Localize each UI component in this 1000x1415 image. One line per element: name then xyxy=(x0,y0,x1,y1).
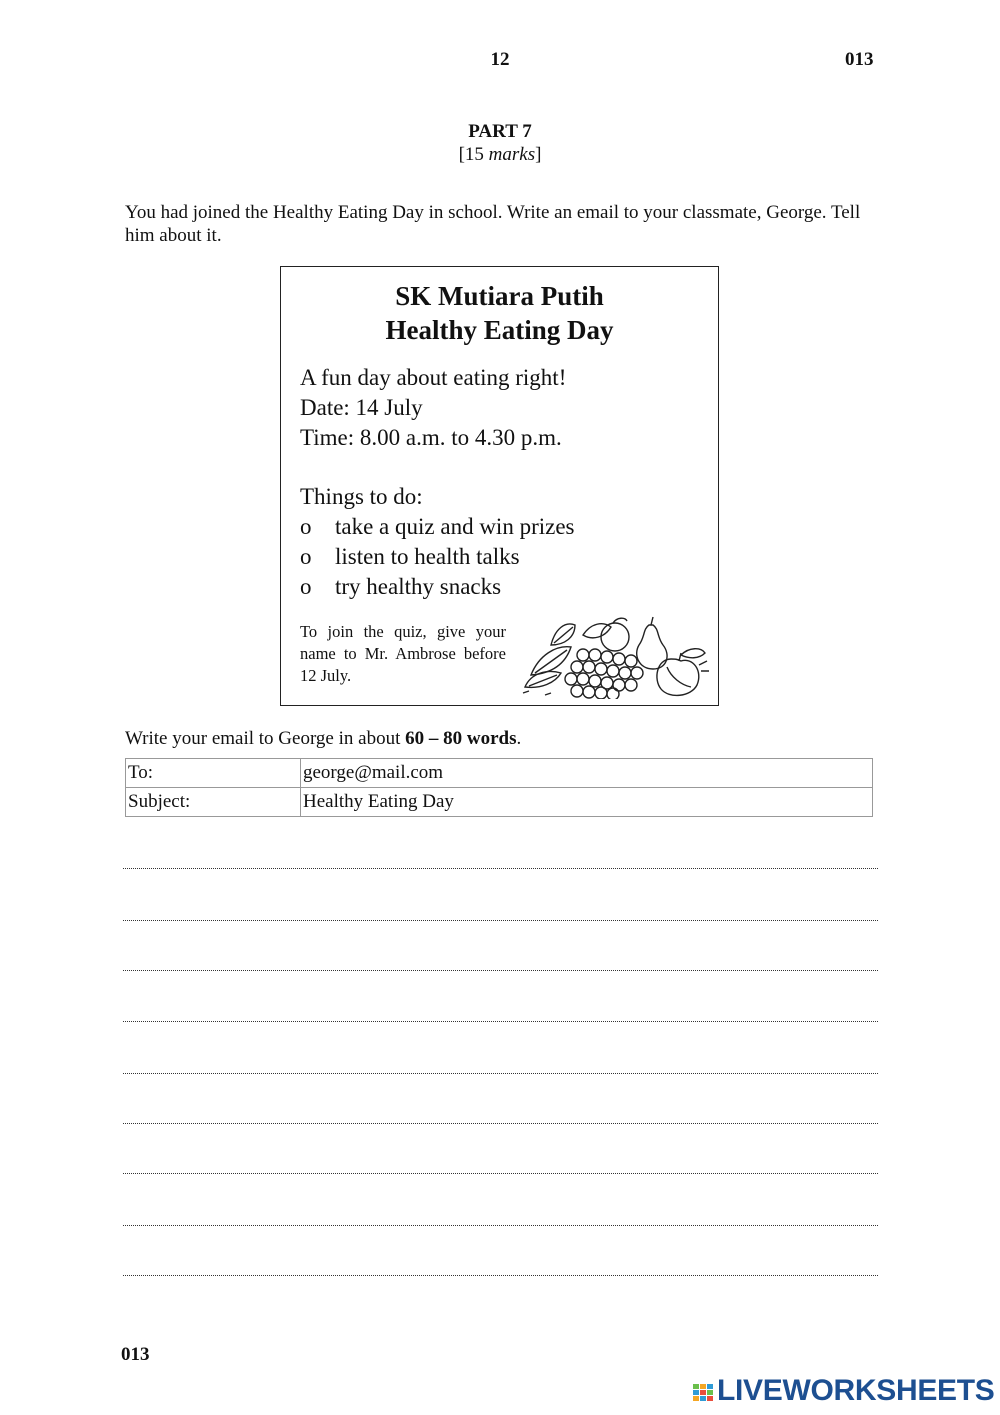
poster-tagline: A fun day about eating right! xyxy=(300,365,567,390)
answer-line[interactable] xyxy=(123,1275,878,1276)
bullet-icon: o xyxy=(300,574,312,599)
page-number: 12 xyxy=(490,49,510,70)
answer-line[interactable] xyxy=(123,1173,878,1174)
to-value: george@mail.com xyxy=(301,759,873,788)
table-row xyxy=(126,759,873,788)
task-instruction xyxy=(125,728,521,750)
brand-name: LIVEWORKSHEETS xyxy=(717,1374,995,1407)
marks-word: marks xyxy=(488,144,536,165)
activity-item: try healthy snacks xyxy=(335,574,502,599)
paper-code-top: 013 xyxy=(845,49,874,70)
bullet-icon: o xyxy=(300,544,312,569)
brand-logo[interactable] xyxy=(693,1374,995,1408)
marks-close: ] xyxy=(535,144,542,165)
part-marks xyxy=(0,144,1000,166)
poster-event-name: Healthy Eating Day xyxy=(385,315,614,345)
poster-things-heading: Things to do: xyxy=(300,484,423,509)
fruit-basket-icon xyxy=(521,615,711,699)
answer-line[interactable] xyxy=(123,970,878,971)
subject-value: Healthy Eating Day xyxy=(301,788,873,817)
email-header-table xyxy=(125,758,873,817)
paper-code-bottom: 013 xyxy=(121,1344,150,1365)
task-suffix: . xyxy=(516,728,522,749)
activity-item: listen to health talks xyxy=(335,544,520,569)
liveworksheets-logo-icon xyxy=(693,1376,715,1406)
answer-line[interactable] xyxy=(123,1123,878,1124)
part-title: PART 7 xyxy=(468,121,532,142)
poster-school-name: SK Mutiara Putih xyxy=(395,281,604,311)
activity-item: take a quiz and win prizes xyxy=(335,514,575,539)
subject-label: Subject: xyxy=(126,788,301,817)
answer-line[interactable] xyxy=(123,1073,878,1074)
word-count: 60 – 80 words xyxy=(405,728,517,749)
poster-date: Date: 14 July xyxy=(300,395,423,420)
instruction-text: You had joined the Healthy Eating Day in school. Write an email to your classmate, George. Tell him about it. xyxy=(125,202,861,246)
answer-line[interactable] xyxy=(123,1225,878,1226)
marks-open: [15 xyxy=(458,144,489,165)
bullet-icon: o xyxy=(300,514,312,539)
task-prefix: Write your email to George in about xyxy=(125,728,406,749)
answer-line[interactable] xyxy=(123,1021,878,1022)
event-poster xyxy=(280,266,719,706)
to-label: To: xyxy=(126,759,301,788)
answer-line[interactable] xyxy=(123,868,878,869)
poster-quiz-note: To join the quiz, give your name to Mr. Ambrose before 12 July. xyxy=(300,622,506,685)
table-row xyxy=(126,788,873,817)
answer-line[interactable] xyxy=(123,920,878,921)
poster-time: Time: 8.00 a.m. to 4.30 p.m. xyxy=(300,425,562,450)
